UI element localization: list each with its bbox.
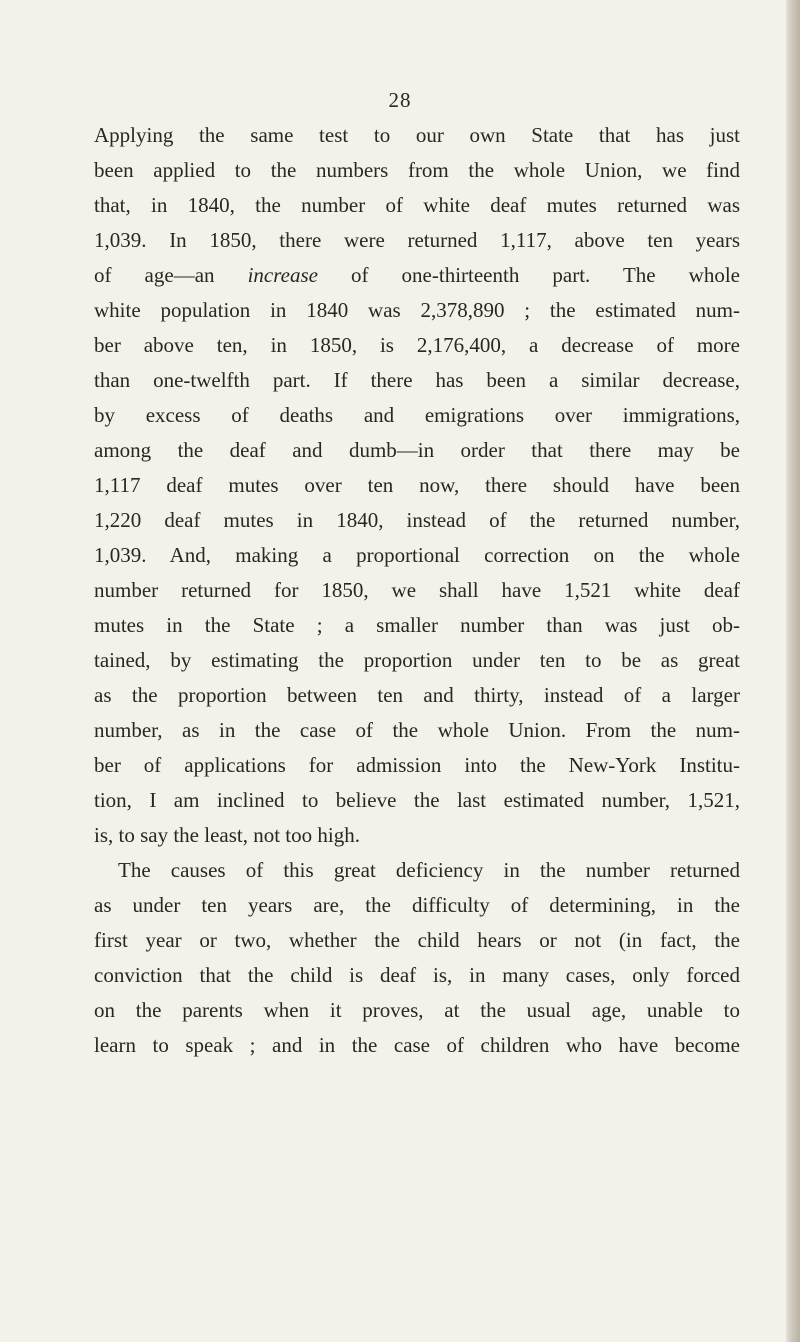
text-segment: of age—an <box>94 263 248 287</box>
text-line: on the parents when it proves, at the usual age, unable to <box>94 998 740 1022</box>
text-line: among the deaf and dumb—in order that there may be <box>94 438 740 462</box>
text-line: is, to say the least, not too high. <box>94 823 360 847</box>
text-line: than one-twelfth part. If there has been a similar decrease, <box>94 368 740 392</box>
text-line: 1,220 deaf mutes in 1840, instead of the returned number, <box>94 508 740 532</box>
text-line: number returned for 1850, we shall have 1,521 white deaf <box>94 578 740 602</box>
text-line: 1,117 deaf mutes over ten now, there should have been <box>94 473 740 497</box>
text-line: conviction that the child is deaf is, in many cases, only forced <box>94 963 740 987</box>
page-number: 28 <box>388 88 412 112</box>
text-line: white population in 1840 was 2,378,890 ; the estimated num- <box>94 298 740 322</box>
text-line: mutes in the State ; a smaller number than was just ob- <box>94 613 740 637</box>
italic-word: increase <box>247 263 318 287</box>
text-line: that, in 1840, the number of white deaf mutes returned was <box>94 193 740 217</box>
text-line: Applying the same test to our own State that has just <box>94 123 740 147</box>
text-line: first year or two, whether the child hears or not (in fact, the <box>94 928 740 952</box>
text-line: The causes of this great deficiency in the number returned <box>118 858 740 882</box>
text-line: as the proportion between ten and thirty, instead of a larger <box>94 683 740 707</box>
text-line <box>94 258 740 293</box>
text-line: learn to speak ; and in the case of children who have become <box>94 1033 740 1057</box>
text-line: by excess of deaths and emigrations over immigrations, <box>94 403 740 427</box>
text-line: tained, by estimating the proportion under ten to be as great <box>94 648 740 672</box>
text-line: ber of applications for admission into the New-York Institu- <box>94 753 740 777</box>
text-line: 1,039. In 1850, there were returned 1,117, above ten years <box>94 228 740 252</box>
text-line: ber above ten, in 1850, is 2,176,400, a decrease of more <box>94 333 740 357</box>
text-line: as under ten years are, the difficulty of determining, in the <box>94 893 740 917</box>
page-edge <box>786 0 800 1342</box>
text-line: 1,039. And, making a proportional correction on the whole <box>94 543 740 567</box>
text-line: tion, I am inclined to believe the last estimated number, 1,521, <box>94 788 740 812</box>
text-line: been applied to the numbers from the whole Union, we find <box>94 158 740 182</box>
body-text <box>94 118 740 1063</box>
text-segment: of one-thirteenth part. The whole <box>317 263 740 287</box>
text-line: number, as in the case of the whole Union. From the num- <box>94 718 740 742</box>
